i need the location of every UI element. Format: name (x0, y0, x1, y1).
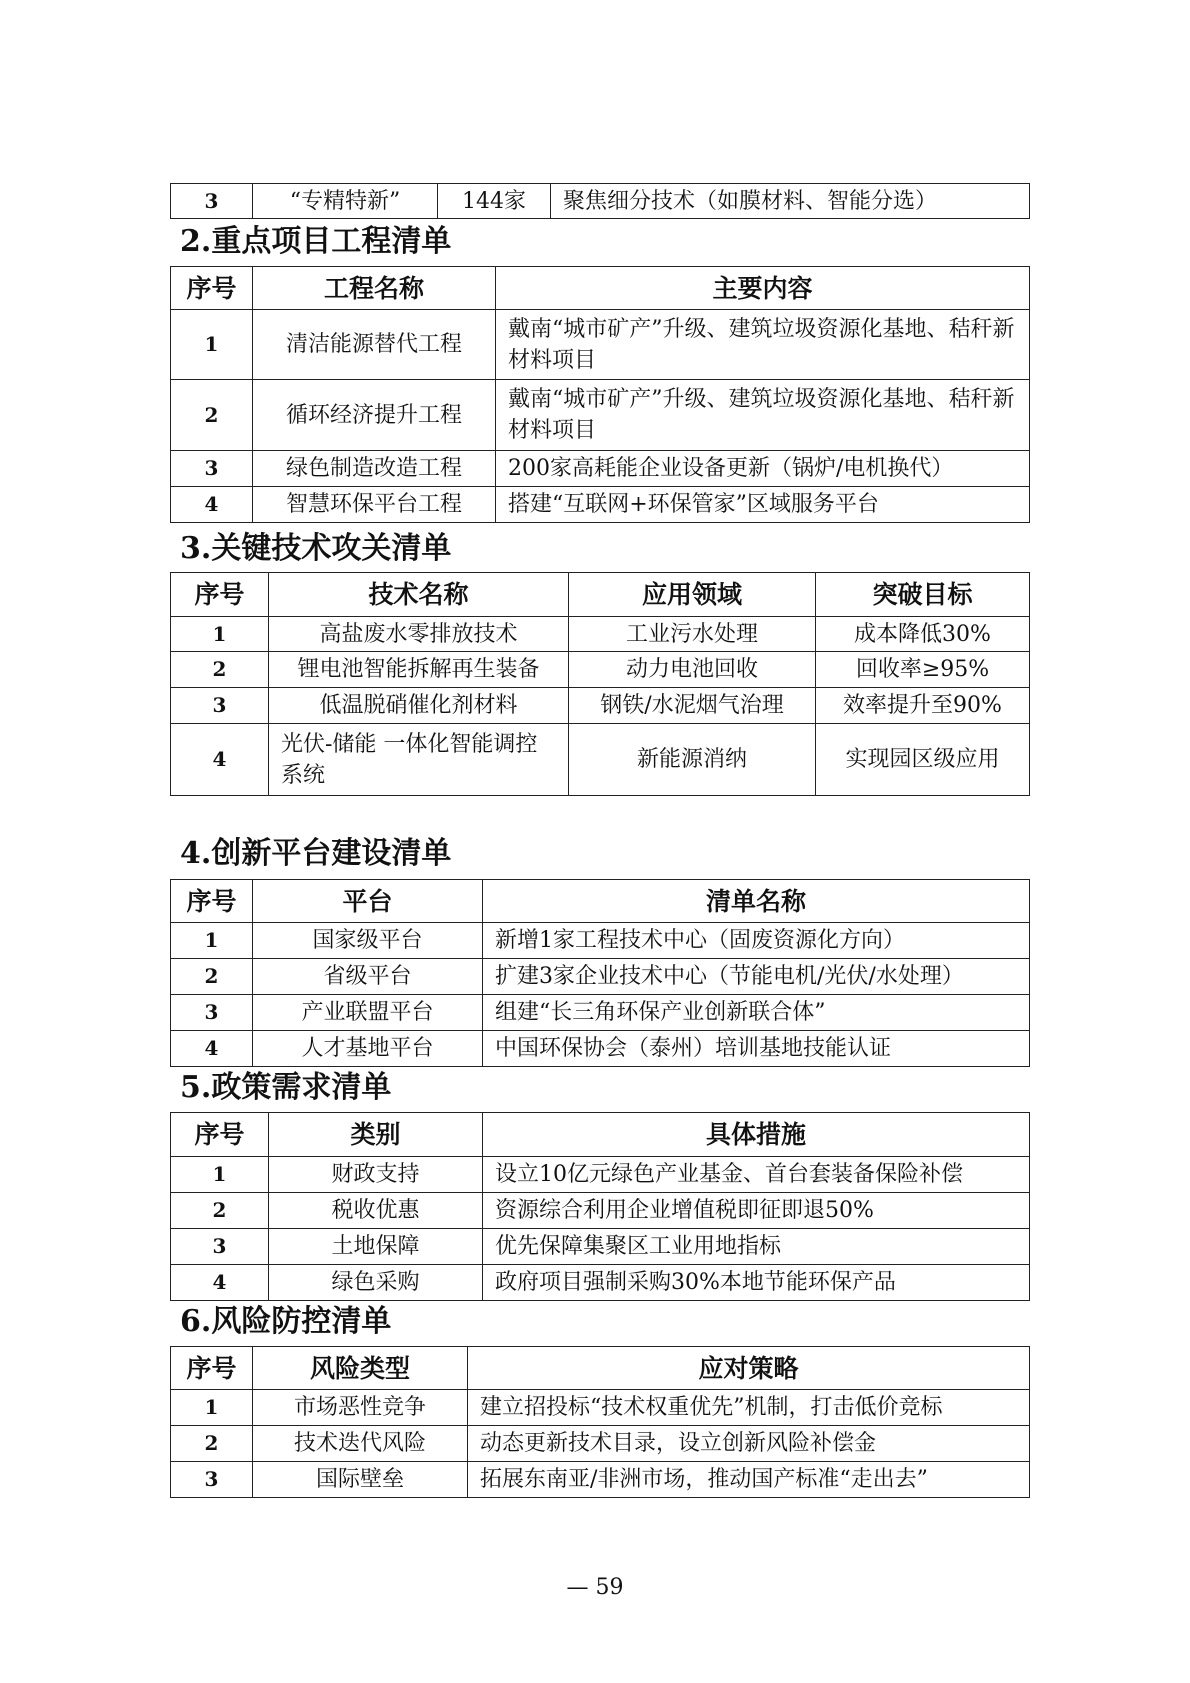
row-number: 2 (171, 652, 269, 688)
category-cell: 土地保障 (269, 1229, 483, 1265)
row-number: 4 (171, 1031, 253, 1067)
row-number: 1 (171, 1390, 253, 1426)
project-name-cell: 智慧环保平台工程 (253, 487, 496, 523)
table-row (171, 184, 1030, 219)
row-number: 3 (171, 451, 253, 487)
measure-cell: 设立10亿元绿色产业基金、首台套装备保险补偿 (483, 1157, 1030, 1193)
category-cell: “专精特新” (253, 184, 438, 219)
risk-type-cell: 国际壁垒 (253, 1462, 468, 1498)
measure-cell: 资源综合利用企业增值税即征即退50% (483, 1193, 1030, 1229)
table-header-row (171, 267, 1030, 310)
table-row (171, 1265, 1030, 1301)
strategy-cell: 动态更新技术目录，设立创新风险补偿金 (468, 1426, 1030, 1462)
table-row (171, 1031, 1030, 1067)
header-cell: 序号 (171, 573, 269, 617)
platform-cell: 省级平台 (253, 959, 483, 995)
table-row (171, 724, 1030, 796)
tech-name-cell: 光伏-储能 一体化智能调控系统 (269, 724, 569, 796)
strategy-cell: 拓展东南亚/非洲市场，推动国产标准“走出去” (468, 1462, 1030, 1498)
list-name-cell: 扩建3家企业技术中心（节能电机/光伏/水处理） (483, 959, 1030, 995)
project-name-cell: 绿色制造改造工程 (253, 451, 496, 487)
tech-name-cell: 锂电池智能拆解再生装备 (269, 652, 569, 688)
category-cell: 税收优惠 (269, 1193, 483, 1229)
continued-table (170, 183, 1030, 219)
description-cell: 聚焦细分技术（如膜材料、智能分选） (551, 184, 1030, 219)
key-projects-table (170, 266, 1030, 523)
platform-cell: 国家级平台 (253, 923, 483, 959)
table-header-row (171, 880, 1030, 923)
table-row (171, 1426, 1030, 1462)
list-name-cell: 新增1家工程技术中心（固废资源化方向） (483, 923, 1030, 959)
application-cell: 钢铁/水泥烟气治理 (569, 688, 816, 724)
section-title-innovation-platforms: 4.创新平台建设清单 (180, 836, 452, 871)
application-cell: 动力电池回收 (569, 652, 816, 688)
target-cell: 效率提升至90% (816, 688, 1030, 724)
row-number: 2 (171, 1193, 269, 1229)
table-row (171, 310, 1030, 380)
header-cell: 清单名称 (483, 880, 1030, 923)
project-name-cell: 清洁能源替代工程 (253, 310, 496, 380)
list-name-cell: 组建“长三角环保产业创新联合体” (483, 995, 1030, 1031)
row-number: 4 (171, 724, 269, 796)
section-title-risk-control: 6.风险防控清单 (180, 1304, 392, 1339)
row-number: 3 (171, 1462, 253, 1498)
header-cell: 序号 (171, 880, 253, 923)
table-row (171, 1462, 1030, 1498)
section-title-key-technologies: 3.关键技术攻关清单 (180, 531, 452, 566)
category-cell: 绿色采购 (269, 1265, 483, 1301)
header-cell: 主要内容 (496, 267, 1030, 310)
table-row (171, 1390, 1030, 1426)
table-row (171, 487, 1030, 523)
header-cell: 风险类型 (253, 1347, 468, 1390)
category-cell: 财政支持 (269, 1157, 483, 1193)
key-technologies-table (170, 572, 1030, 796)
header-cell: 应用领域 (569, 573, 816, 617)
row-number: 1 (171, 1157, 269, 1193)
row-number: 1 (171, 310, 253, 380)
row-number: 3 (171, 995, 253, 1031)
risk-type-cell: 市场恶性竞争 (253, 1390, 468, 1426)
table-row (171, 380, 1030, 451)
project-content-cell: 戴南“城市矿产”升级、建筑垃圾资源化基地、秸秆新材料项目 (496, 380, 1030, 451)
row-number: 3 (171, 1229, 269, 1265)
table-header-row (171, 1347, 1030, 1390)
row-number: 2 (171, 380, 253, 451)
section-title-key-projects: 2.重点项目工程清单 (180, 224, 452, 259)
row-number: 3 (171, 184, 253, 219)
table-header-row (171, 573, 1030, 617)
header-cell: 工程名称 (253, 267, 496, 310)
table-header-row (171, 1113, 1030, 1157)
table-row (171, 688, 1030, 724)
header-cell: 序号 (171, 267, 253, 310)
row-number: 1 (171, 617, 269, 652)
table-row (171, 1193, 1030, 1229)
row-number: 2 (171, 1426, 253, 1462)
table-row (171, 617, 1030, 652)
tech-name-cell: 低温脱硝催化剂材料 (269, 688, 569, 724)
project-content-cell: 搭建“互联网+环保管家”区域服务平台 (496, 487, 1030, 523)
innovation-platforms-table (170, 879, 1030, 1067)
header-cell: 平台 (253, 880, 483, 923)
table-row (171, 923, 1030, 959)
header-cell: 突破目标 (816, 573, 1030, 617)
risk-type-cell: 技术迭代风险 (253, 1426, 468, 1462)
strategy-cell: 建立招投标“技术权重优先”机制，打击低价竞标 (468, 1390, 1030, 1426)
policy-needs-table (170, 1112, 1030, 1301)
platform-cell: 人才基地平台 (253, 1031, 483, 1067)
application-cell: 工业污水处理 (569, 617, 816, 652)
project-content-cell: 200家高耗能企业设备更新（锅炉/电机换代） (496, 451, 1030, 487)
target-cell: 成本降低30% (816, 617, 1030, 652)
row-number: 4 (171, 487, 253, 523)
project-content-cell: 戴南“城市矿产”升级、建筑垃圾资源化基地、秸秆新材料项目 (496, 310, 1030, 380)
list-name-cell: 中国环保协会（泰州）培训基地技能认证 (483, 1031, 1030, 1067)
header-cell: 应对策略 (468, 1347, 1030, 1390)
header-cell: 序号 (171, 1113, 269, 1157)
project-name-cell: 循环经济提升工程 (253, 380, 496, 451)
table-row (171, 451, 1030, 487)
page-number: — 59 (566, 1575, 624, 1600)
row-number: 4 (171, 1265, 269, 1301)
target-cell: 回收率≥95% (816, 652, 1030, 688)
measure-cell: 优先保障集聚区工业用地指标 (483, 1229, 1030, 1265)
risk-control-table (170, 1346, 1030, 1498)
tech-name-cell: 高盐废水零排放技术 (269, 617, 569, 652)
row-number: 2 (171, 959, 253, 995)
table-row (171, 959, 1030, 995)
header-cell: 技术名称 (269, 573, 569, 617)
row-number: 1 (171, 923, 253, 959)
target-cell: 实现园区级应用 (816, 724, 1030, 796)
application-cell: 新能源消纳 (569, 724, 816, 796)
header-cell: 具体措施 (483, 1113, 1030, 1157)
table-row (171, 1157, 1030, 1193)
count-cell: 144家 (438, 184, 551, 219)
table-row (171, 995, 1030, 1031)
header-cell: 类别 (269, 1113, 483, 1157)
table-row (171, 1229, 1030, 1265)
measure-cell: 政府项目强制采购30%本地节能环保产品 (483, 1265, 1030, 1301)
platform-cell: 产业联盟平台 (253, 995, 483, 1031)
row-number: 3 (171, 688, 269, 724)
header-cell: 序号 (171, 1347, 253, 1390)
section-title-policy-needs: 5.政策需求清单 (180, 1070, 392, 1105)
table-row (171, 652, 1030, 688)
